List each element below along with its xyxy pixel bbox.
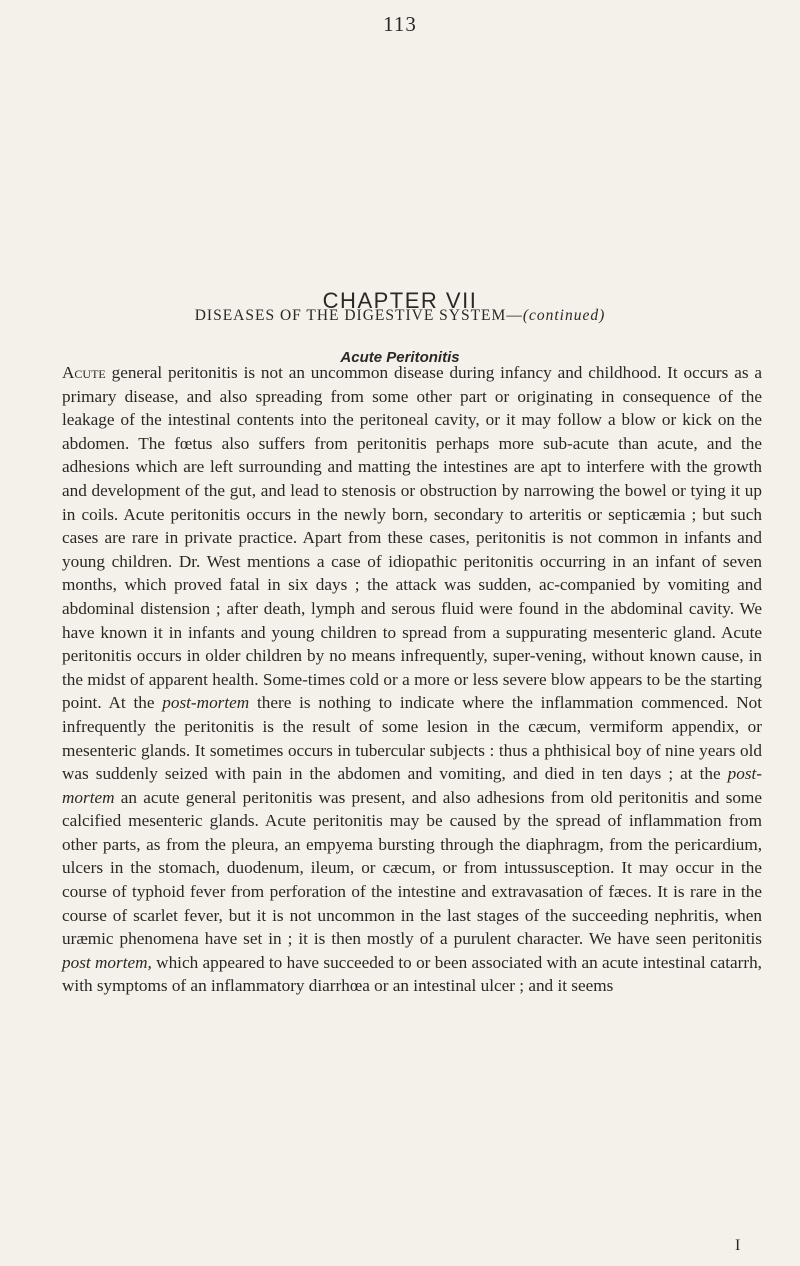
subtitle-separator: — xyxy=(506,307,523,324)
chapter-title: CHAPTER VII xyxy=(322,287,478,313)
italic-term: post-mortem xyxy=(162,693,250,713)
body-text xyxy=(62,361,762,998)
subtitle-continued: (continued) xyxy=(522,307,606,324)
text-run: there is nothing to indicate where the inflammation commenced. Not infrequently the peritonitis is the result of some lesion in the cæcum, vermiform appendix, or mesenteric glands. It sometimes occurs in tubercular subjects : thus a phthisical boy of nine years old was suddenly seized with pain in the abdomen and vomiting, and died in ten days ; at the xyxy=(62,693,762,784)
subtitle-main: DISEASES OF THE DIGESTIVE SYSTEM xyxy=(194,307,507,324)
lead-word: Acute xyxy=(62,363,106,382)
chapter-subtitle xyxy=(0,307,800,325)
text-run: which appeared to have succeeded to or been associated with an acute intestinal catarrh, with symptoms of an inflammatory diarrhœa or an intestinal ulcer ; and it seems xyxy=(62,952,762,996)
body-paragraph xyxy=(62,361,762,998)
text-run: general peritonitis is not an uncommon disease during infancy and childhood. It occurs as a primary disease, and also spreading from some other part or originating in consequence of the leakage of the intestinal contents into the peritoneal cavity, or it may follow a blow or kick on the abdomen. The fœtus also suffers from peritonitis perhaps more sub-acute than acute, and the adhesions which are left surrounding and matting the intestines are apt to interfere with the growth and development of the gut, and lead to stenosis or obstruction by narrowing the bowel or tying it up in coils. Acute peritonitis occurs in the newly born, secondary to arteritis or septicæmia ; but such cases are rare in private practice. Apart from these cases, peritonitis is not common in infants and young children. Dr. West mentions a case of idiopathic peritonitis occurring in an infant of seven months, which proved fatal in six days ; the attack was sudden, ac-companied by vomiting and abdominal distension ; after death, lymph and serous fluid were found in the abdominal cavity. We have known it in infants and young children to spread from a suppurating mesenteric gland. Acute peritonitis occurs in older children by no means infrequently, super-vening, without known cause, in the midst of apparent health. Some-times cold or a more or less severe blow appears to be the starting point. At the xyxy=(62,363,762,713)
section-heading: Acute Peritonitis xyxy=(340,349,460,367)
text-run: an acute general peritonitis was present, and also adhesions from old peritonitis and some calcified mesenteric glands. Acute peritonitis may be caused by the spread of inflammation from other parts, as from the pleura, an empyema bursting through the diaphragm, from the pericardium, ulcers in the stomach, duodenum, ileum, or cæcum, or from intussusception. It may occur in the course of typhoid fever from perforation of the intestine and extravasation of fæces. It is rare in the course of scarlet fever, but it is not uncommon in the last stages of the succeeding nephritis, when uræmic phenomena have set in ; it is then mostly of a purulent character. We have seen peritonitis xyxy=(62,787,762,949)
italic-term: post mortem, xyxy=(62,952,152,972)
italic-term: post-mortem xyxy=(62,764,762,807)
page-number: 113 xyxy=(383,12,417,36)
signature-mark: I xyxy=(735,1237,741,1254)
